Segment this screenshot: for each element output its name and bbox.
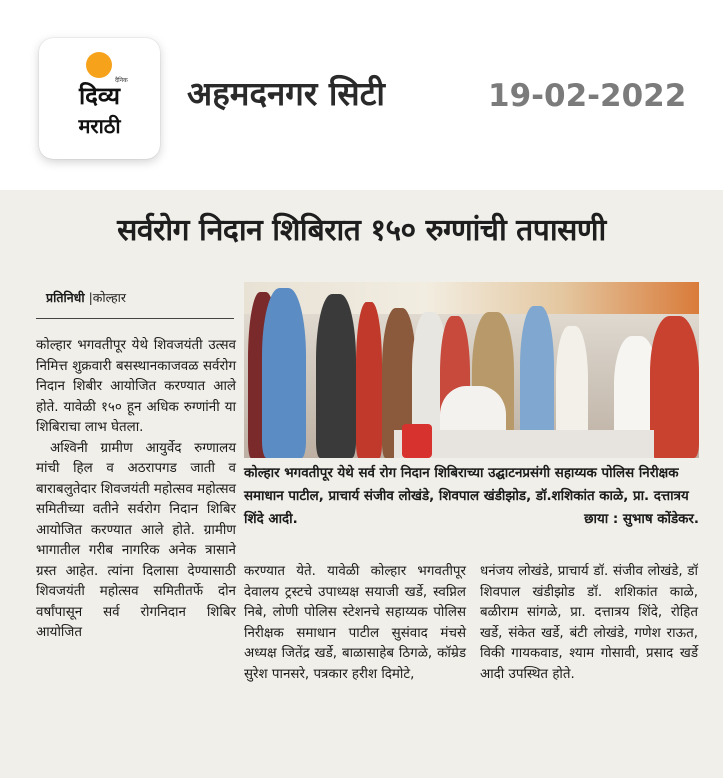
- byline-place: |कोल्हार: [88, 290, 126, 305]
- photo-table: [394, 430, 654, 458]
- logo-line-2: मराठी: [78, 114, 121, 138]
- article-column-1: [36, 336, 236, 644]
- logo-tagline: दैनिक: [115, 77, 128, 84]
- sun-icon: [86, 52, 112, 78]
- caption-text: कोल्हार भगवतीपूर येथे सर्व रोग निदान शिबिराच्या उद्घाटनप्रसंगी सहाय्यक पोलिस निरीक्षक समाधान पाटील, प्राचार्य संजीव लोखंडे, शिवपाल खंडीझोड, डॉ.शशिकांत काळे, प्रा. दत्तात्रय शिंदे आदी.: [244, 466, 689, 527]
- photo-caption: [244, 462, 699, 531]
- photo-chair: [402, 424, 432, 458]
- paragraph-4: धनंजय लोखंडे, प्राचार्य डॉ. संजीव लोखंडे, डॉ शिवपाल खंडीझोड डॉ. शशिकांत काळे, बळीराम सांगळे, प्रा. दत्तात्रय शिंदे, रोहित खर्डे, संकेत खर्डे, बंटी लोखंडे, गणेश राऊत, विकी गायकवाड, श्याम गोसावी, प्रसाद खर्डे आदी उपस्थित होते.: [480, 564, 698, 682]
- article-column-3: [480, 562, 698, 685]
- edition-date: 19-02-2022: [488, 78, 687, 114]
- article-column-2: [244, 562, 466, 685]
- photo-person: [356, 302, 382, 458]
- photo-banner: [244, 282, 699, 314]
- paragraph-1: कोल्हार भगवतीपूर येथे शिवजयंती उत्सव निमित्त शुक्रवारी बसस्थानकाजवळ सर्वरोग निदान शिबीर आयोजित करण्यात आले होते. यावेळी १५० हून अधिक रुग्णांनी या शिबिराचा लाभ घेतला.: [36, 338, 236, 435]
- article-headline: सर्वरोग निदान शिबिरात १५० रुग्णांची तपासणी: [117, 213, 606, 248]
- event-photo: [244, 282, 699, 458]
- photo-person: [262, 288, 306, 458]
- divya-marathi-logo[interactable]: [39, 38, 160, 159]
- header-bar: [0, 0, 723, 190]
- paragraph-2: अश्विनी ग्रामीण आयुर्वेद रुग्णालय मांची हिल व अठरापगड जाती व बाराबलुतेदार शिवजयंती महोत्सव महोत्सव समितीच्या वतीने सर्वरोग निदान शिबिर आयोजित करण्यात आले होते. ग्रामीण भागातील गरीब नागरिक अनेक त्रासाने ग्रस्त आहेत. त्यांना दिलासा देण्यासाठी शिवजयंती महोत्सव समितीतर्फे दोन वर्षांपासून सर्व रोगनिदान शिबिर आयोजित: [36, 440, 236, 640]
- logo-line-1: दिव्य: [78, 82, 121, 110]
- edition-city: अहमदनगर सिटी: [187, 74, 385, 113]
- paragraph-3: करण्यात येते. यावेळी कोल्हार भगवतीपूर देवालय ट्रस्टचे उपाध्यक्ष सयाजी खर्डे, स्वप्निल निबे, लोणी पोलिस स्टेशनचे सहाय्यक पोलिस निरीक्षक समाधान पाटील सुसंवाद मंचसे अध्यक्ष जितेंद्र खर्डे, बाळासाहेब ठिगळे, कॉम्रेड सुरेश पानसरे, पत्रकार हरीश दिमोटे,: [244, 564, 466, 682]
- photo-person: [316, 294, 356, 458]
- byline-rule: [36, 318, 234, 319]
- byline-label: प्रतिनिधी: [46, 290, 85, 305]
- photo-credit: छाया : सुभाष कोंडेकर.: [584, 512, 699, 527]
- photo-person: [650, 316, 699, 458]
- article-byline: [46, 289, 126, 306]
